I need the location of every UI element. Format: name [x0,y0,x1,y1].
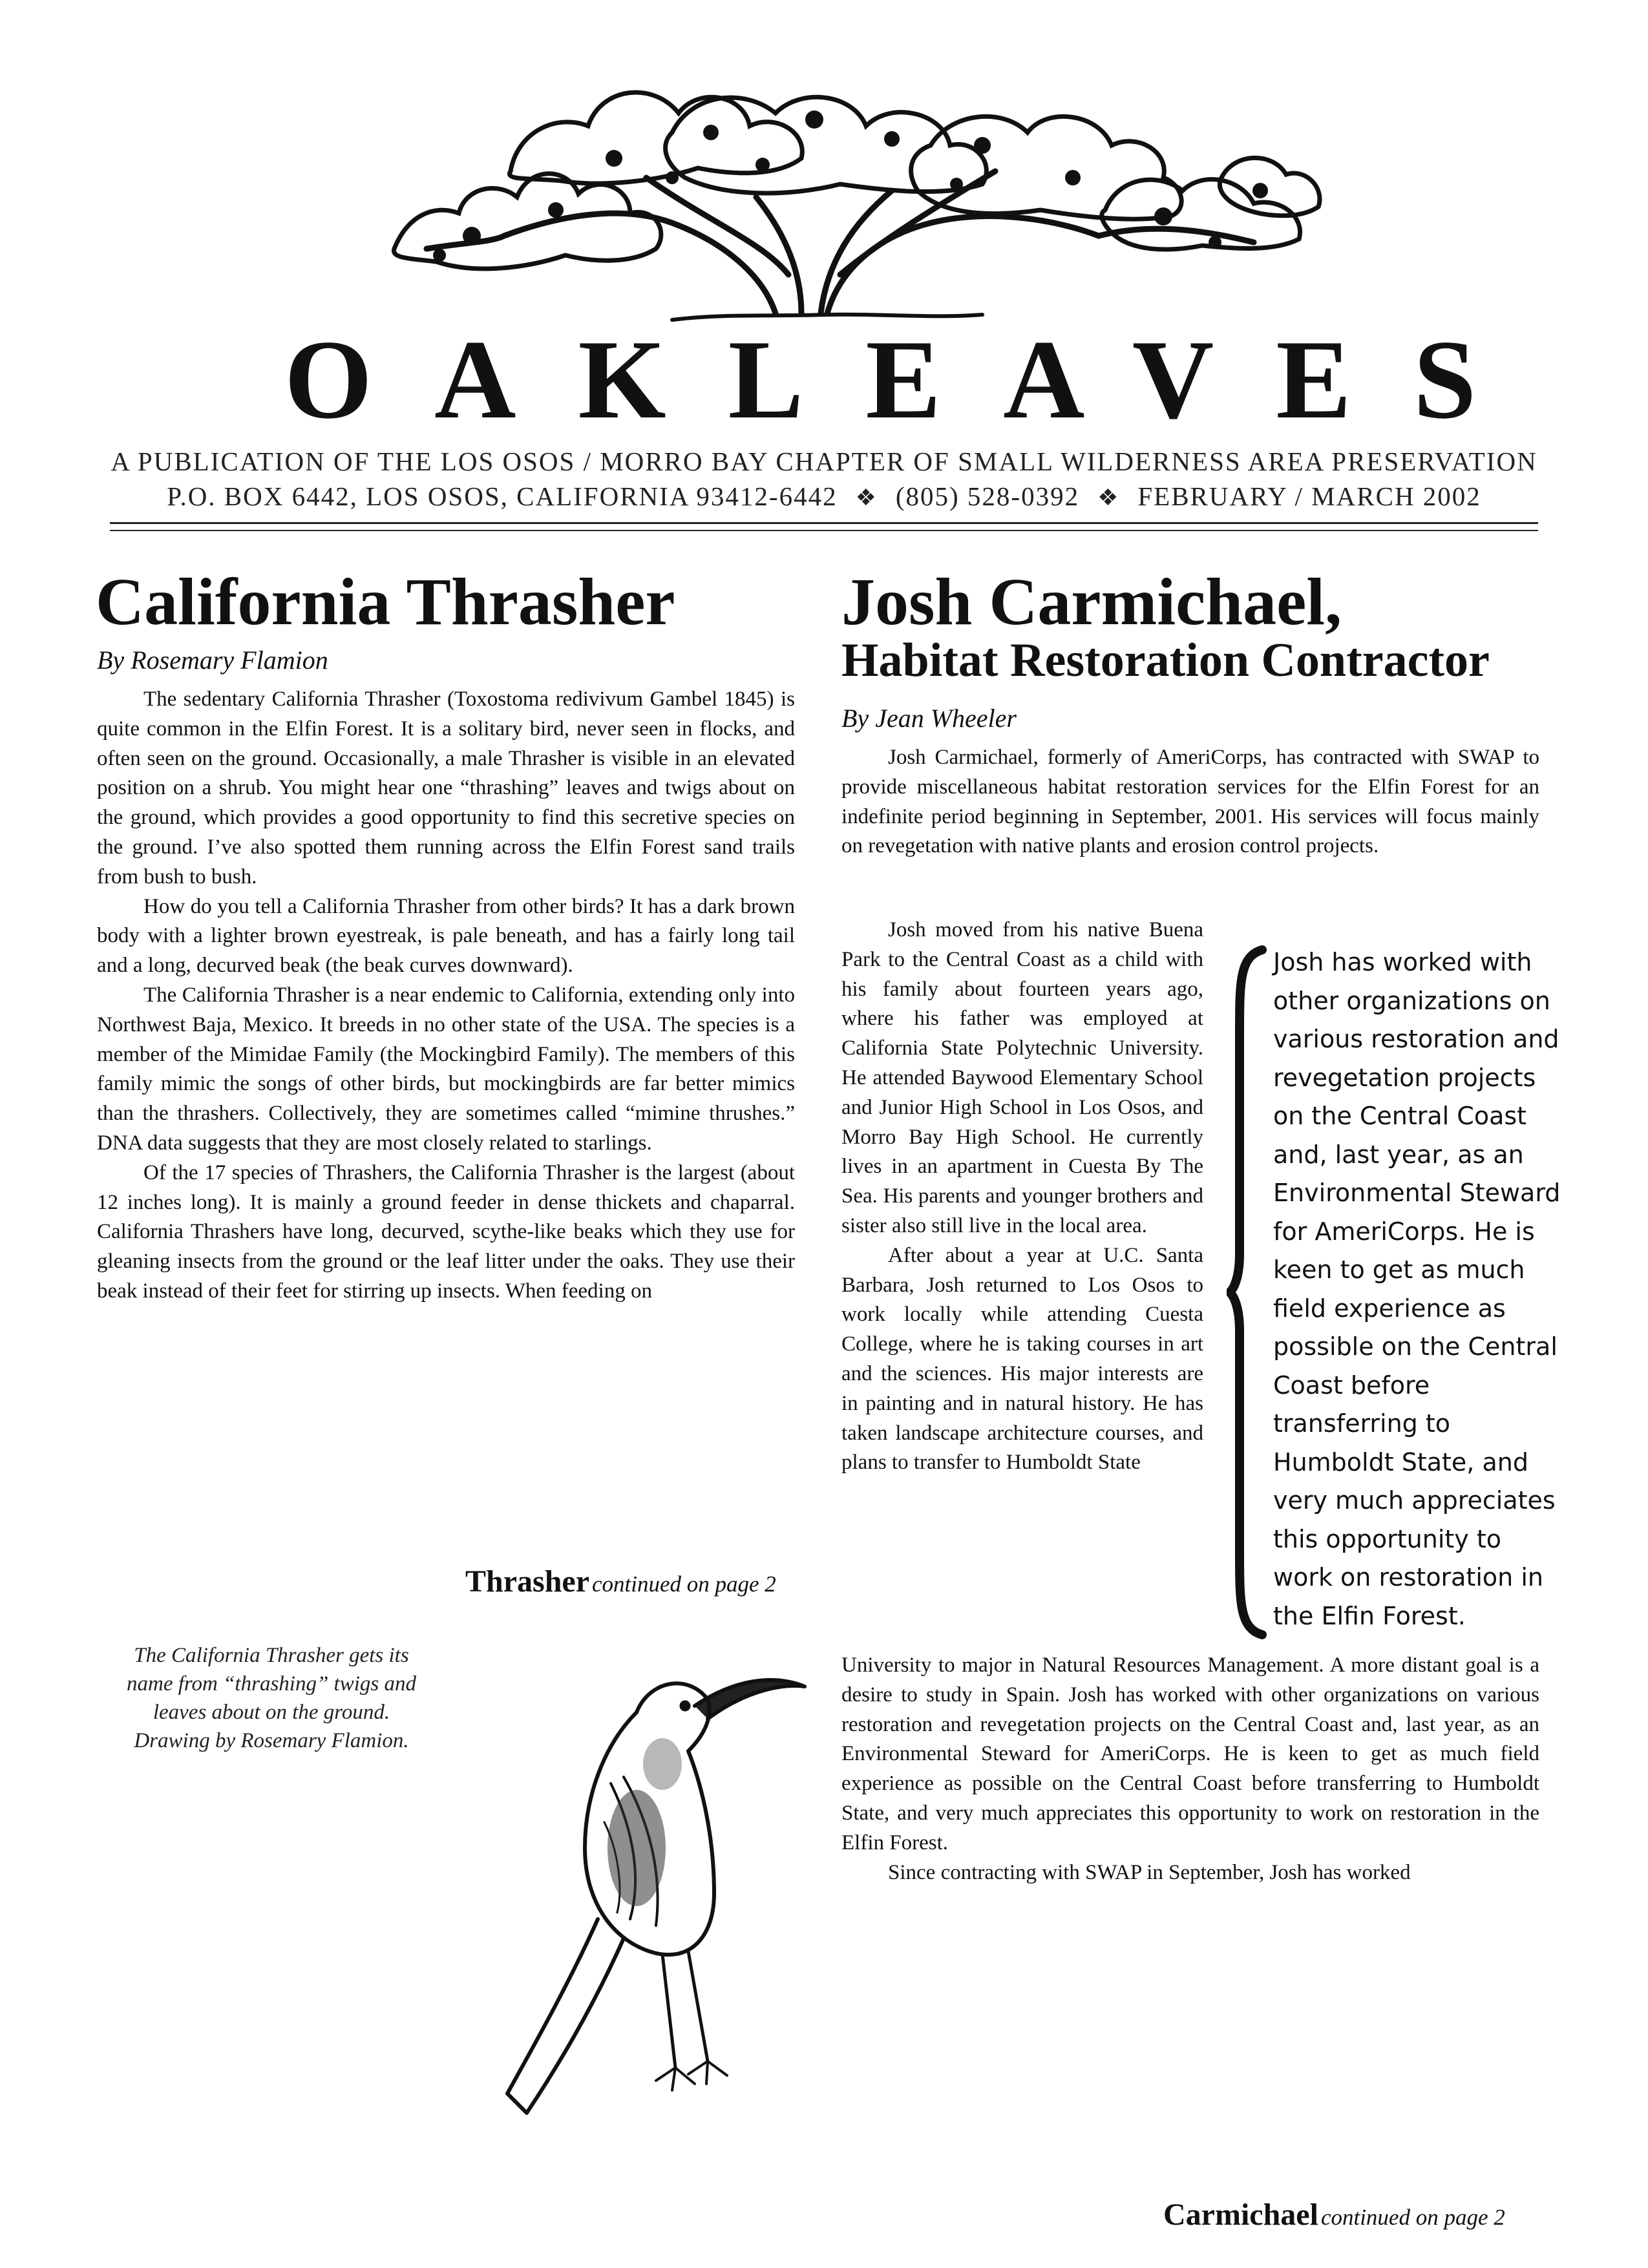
pull-quote-line: for AmeriCorps. He is [1273,1217,1535,1246]
caption-line: leaves about on the ground. [153,1701,390,1724]
pull-quote-line: field experience as [1273,1294,1506,1323]
article-paragraph: The California Thrasher is a near endemic to California, extending only into Northwest Baja, Mexico. It breeds in no other state of the USA. The species is a member of the Mimidae Family (the Mockingbird Family). The members of this family mimic the songs of other birds, but mockingbirds are far better mimics than the thrashers. Collectively, they are sometimes called “mimine thrushes.” DNA data suggests that they are most closely related to starlings. [97,983,795,1155]
continued-text: continued on page 2 [1320,2205,1505,2230]
article-paragraph: How do you tell a California Thrasher from other birds? It has a dark brown body with a lighter brown eyestreak, is pale beneath, and has a fairly long tail and a long, decurved beak (the beak curves downward). [97,894,795,978]
pull-quote-line: Humboldt State, and [1273,1447,1528,1476]
thrasher-bird-drawing-icon [501,1615,850,2197]
pull-quote-line: possible on the Central [1273,1332,1558,1361]
caption-line: Drawing by Rosemary Flamion. [134,1729,409,1752]
masthead-info-line [0,481,1648,512]
article-paragraph: Josh Carmichael, formerly of AmeriCorps, has contracted with SWAP to provide miscellaneous habitat restoration services for the Elfin Forest for an indefinite period beginning in September, 2001. His services will focus mainly on revegetation with native plants and erosion control projects. [841,746,1539,858]
pull-quote-line: on the Central Coast [1273,1102,1527,1130]
caption-line: name from “thrashing” twigs and [126,1672,416,1696]
pull-quote-line: work on restoration in [1273,1563,1543,1591]
left-article-byline: By Rosemary Flamion [97,646,328,675]
article-paragraph: Since contracting with SWAP in September, Josh has worked [888,1860,1411,1884]
right-continued-line [1163,2197,1505,2232]
continued-keyword: Carmichael [1163,2198,1318,2232]
right-article-byline: By Jean Wheeler [841,704,1017,733]
masthead-phone: (805) 528-0392 [895,481,1080,511]
pull-quote-line: revegetation projects [1273,1063,1536,1092]
masthead-issue-date: FEBRUARY / MARCH 2002 [1137,481,1481,511]
masthead-title: OAKLEAVES [284,317,1539,442]
article-paragraph: After about a year at U.C. Santa Barbara, Josh returned to Los Osos to work locally while attending Cuesta College, where he is taking courses in art and the sciences. His major interests are in painting and in natural history. He has taken landscape architecture courses, and plans to transfer to Humboldt State [841,1243,1203,1475]
pull-quote-line: transferring to [1273,1409,1451,1438]
masthead-address: P.O. BOX 6442, LOS OSOS, CALIFORNIA 93412-6442 [167,481,838,511]
pull-quote-line: other organizations on [1273,986,1550,1015]
article-paragraph: Josh moved from his native Buena Park to the Central Coast as a child with his family about fourteen years ago, where his father was employed at California State Polytechnic University. He attended Baywood Elementary School and Junior High School in Los Osos, and Morro Bay High School. He currently lives in an apartment in Cuesta By The Sea. His parents and younger brothers and sister also still live in the local area. [841,918,1203,1237]
caption-line: The California Thrasher gets its [134,1644,409,1667]
pull-quote-line: and, last year, as an [1273,1140,1524,1169]
pull-quote-line: keen to get as much [1273,1255,1525,1284]
right-article-title: Josh Carmichael, [841,565,1342,639]
right-article-narrow-column [841,916,1203,1478]
right-article-subtitle: Habitat Restoration Contractor [841,634,1490,687]
left-article-body [97,685,795,1307]
pull-quote-line: Environmental Steward [1273,1179,1561,1207]
continued-keyword: Thrasher [465,1564,589,1599]
pull-quote-line: this opportunity to [1273,1524,1502,1553]
right-article-continuation [841,1651,1539,1887]
pull-quote-line: Coast before [1273,1370,1430,1400]
left-article-title: California Thrasher [96,565,675,639]
diamond-separator-icon: ❖ [1097,485,1120,510]
diamond-separator-icon: ❖ [855,485,878,510]
brace-icon [1227,943,1272,1641]
bird-caption [103,1641,439,1755]
masthead-rule [110,522,1538,524]
right-article-intro [841,743,1539,861]
article-paragraph: The sedentary California Thrasher (Toxostoma redivivum Gambel 1845) is quite common in the Elfin Forest. It is a solitary bird, never seen in flocks, and often seen on the ground. Occasionally, a male Thrasher is visible in an elevated position on a shrub. You might hear one “thrashing” leaves and twigs about on the ground, which provides a good opportunity to find this secretive species on the ground. I’ve also spotted them running across the Elfin Forest sand trails from bush to bush. [97,688,795,888]
article-paragraph: University to major in Natural Resources Management. A more distant goal is a desire to study in Spain. Josh has worked with other organizations on various restoration and revegetation projects on the Central Coast and, last year, as an Environmental Steward for AmeriCorps. He is keen to get as much field experience as possible on the Central Coast before transferring to Humboldt State, and very much appreciates this opportunity to work on restoration in the Elfin Forest. [841,1654,1539,1854]
article-paragraph: Of the 17 species of Thrashers, the California Thrasher is the largest (about 12 inches long). It is mainly a ground feeder in dense thickets and chaparral. California Thrashers have long, decurved, scythe-like beaks which they use for gleaning insects from the ground or the leaf litter under the oaks. They use their beak instead of their feet for stirring up insects. When feeding on [97,1160,795,1303]
oak-tree-illustration-icon [310,81,1331,333]
pull-quote-line: Josh has worked with [1273,948,1532,976]
pull-quote-line: the Elfin Forest. [1273,1601,1466,1630]
masthead-subtitle: A PUBLICATION OF THE LOS OSOS / MORRO BAY CHAPTER OF SMALL WILDERNESS AREA PRESERVATION [111,446,1537,476]
pull-quote-line: very much appreciates [1273,1486,1556,1515]
left-continued-line [465,1564,776,1599]
pull-quote-line: various restoration and [1273,1025,1559,1053]
pull-quote [1273,943,1561,1635]
masthead-rule [110,530,1538,531]
continued-text: continued on page 2 [592,1571,776,1597]
